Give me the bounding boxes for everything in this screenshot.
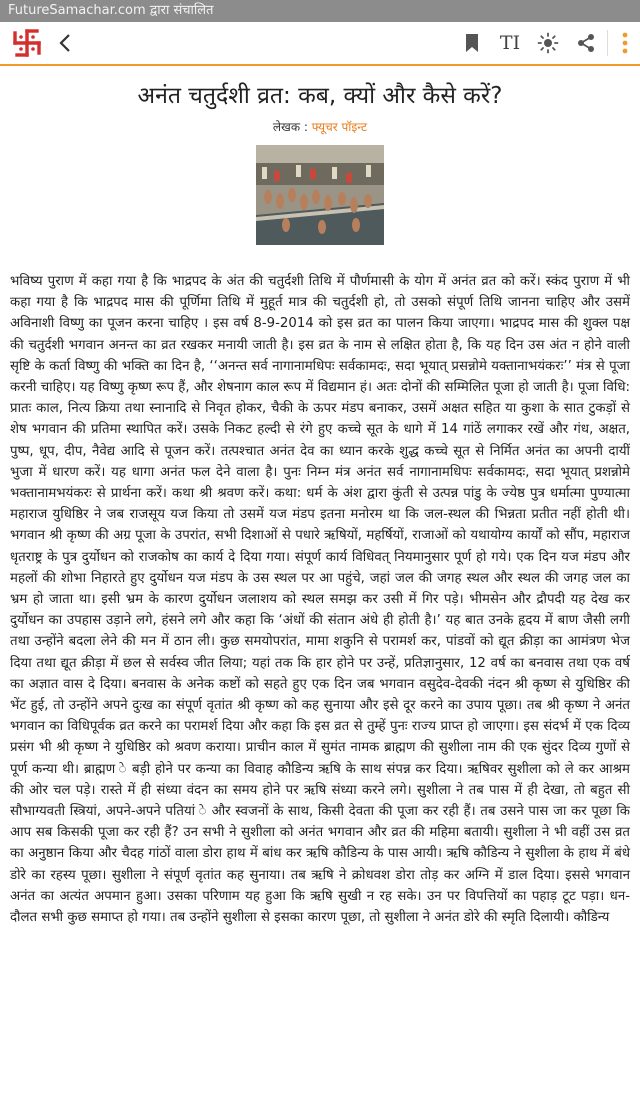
bookmark-icon[interactable] xyxy=(453,22,491,64)
toolbar-divider xyxy=(607,30,608,56)
article-body: भविष्य पुराण में कहा गया है कि भाद्रपद के अंत की चतुर्दशी तिथि में पौर्णमासी के योग में अनंत व्रत को करें। स्कंद पुराण में भी कहा गया है कि भाद्रपद मास की पूर्णिमा तिथि में मुहूर्त मात्र की चतुर्दशी हो, तो उसको संपूर्ण तिथि जानना चाहिए और उसमें अविनाशी विष्णु का पूजन करना चाहिए । इस वर्ष 8-9-2014 को इस व्रत का पालन किया जाएगा। भाद्रपद मास की शुक्ल पक्ष की चतुर्दशी भगवान अनन्त का व्रत रखकर मनायी जाती है। इस व्रत के नाम से लक्षित होता है, कि यह दिन उस अंत न होने वाली सृष्टि के कर्ता विष्णु की भक्ति का दिन है, ‘‘अनन्त सर्व नागानामधिपः सर्वकामदः, सदा भूयात् प्रसन्नोमे यक्तानाभयंकरः’’ मंत्र से पूजा करनी चाहिए। यह विष्णु कृष्ण रूप हैं, और शेषनाग काल रूप में विद्यमान हं। अतः दोनों की सम्मिलित पूजा हो जाती है। पूजा विधि: प्रातः काल, नित्य क्रिया तथा स्नानादि से निवृत होकर, चैकी के ऊपर मंडप बनाकर, उसमें अक्षत सहित या कुशा के सात टुकड़ों से शेष भगवान की प्रतिमा स्थापित करें। उसके निकट हल्दी से रंगे हुए कच्चे सूत के धागे में 14 गांठें लगाकर रखें और गंध, अक्षत, पुष्प, धूप, दीप, नैवेद्य आदि से पूजन करें। तत्पश्चात अनंत देव का ध्यान करके शुद्ध कच्चे सूत से निर्मित अनंत का अपनी दायीं भुजा में धारण करें। यह धागा अनंत फल देने वाला है। पुनः निम्न मंत्र अनंत सर्व नागानामधिपः सर्वकामदः, सदा भूयात् प्रशन्नोमे भक्तानामभयंकरः से प्रार्थना करें। कथा श्री श्रवण करें। कथा: धर्म के अंश द्वारा कुंती से उत्पन्न पांडु के ज्येष्ठ पुत्र धर्मात्मा पुण्यात्मा महाराज युधिष्ठिर ने जब राजसूय यज किया तो उसमें यज मंडप इतना मनोरम था कि जल-स्थल की भिन्नता प्रतीत नहीं होती थी। भगवान श्री कृष्ण की अग्र पूजा के उपरांत, सभी दिशाओं से पधारे ऋषियों, महर्षियों, राजाओं को यथायोग्य कार्यों को सौंप, महाराज धृतराष्ट्र के पुत्र दुर्योधन को राजकोष का कार्य दे दिया गया। संपूर्ण कार्य विधिवत् नियमानुसार पूर्ण हो गये। एक दिन यज मंडप और महलों की शोभा निहारते हुए दुर्योधन यज मंडप के उस स्थल पर आ पहुंचे, जहां जल की जगह स्थल और स्थल की जगह जल का भ्रम हो जाता था। इसी भ्रम के कारण दुर्योधन जलाशय को स्थल समझ कर उसी में गिर पड़े। भीमसेन और द्रौपदी यह देख कर दुर्योधन का उपहास उड़ाने लगे, हंसने लगे और कहा कि ‘अंधों की संतान अंधे ही होती है।’ यह बात उनके हृदय में बाण जैसी लगी तथा उन्होंने बदला लेने की मन में ठान ली। कुछ समयोपरांत, मामा शकुनि से परामर्श कर, पांडवों को द्यूत क्रीड़ा का आमंत्रण भेज दिया तथा द्यूत क्रीड़ा में छल से सर्वस्व जीत लिया; यहां तक कि हार होने पर उन्हें, प्रतिज्ञानुसार, 12 वर्ष का बनवास तथा एक वर्ष का अज्ञात वास दे दिया। बनवास के अनेक कष्टों को सहते हुए एक दिन जब भगवान वसुदेव-देवकी नंदन श्री कृष्ण से युधिष्ठिर की भेंट हुई, तो उन्होंने अपने दुःख का संपूर्ण वृतांत श्री कृष्ण को कह सुनाया और इसे दूर करने का उपाय पूछा। तब श्री कृष्ण ने अनंत भगवान का विधिपूर्वक व्रत करने का परामर्श दिया और कहा कि इस व्रत से तुम्हें पुनः राज्य प्राप्त हो जाएगा। इस संदर्भ में एक दिव्य प्रसंग भी श्री कृष्ण ने युधिष्ठिर को श्रवण कराया। प्राचीन काल में सुमंत नामक ब्राह्मण की सुशीला नाम की एक सुंदर दिव्य गुणों से पूर्ण कन्या थी। ब्राह्मण े बड़ी होने पर कन्या का विवाह कौडिन्य ऋषि के साथ संपन्न कर दिया। ऋषिवर सुशीला को ले कर आश्रम की ओर चल पड़े। रास्ते में ही संध्या वंदन का समय होने पर ऋषि संध्या करने लगे। सुशीला ने तब पास में ही देखा, तो बहुत सी सौभाग्यवती स्त्रियां, अपने-अपने पतियां े और स्वजनों के साथ, किसी देवता की पूजा कर रही हैं। तब उसने पास जा कर पूछा कि आप सब किसकी पूजा कर रही हैं? उन सभी ने सुशीला को अनंत भगवान और व्रत की महिमा बतायी। सुशीला ने भी वहीं उस व्रत का अनुष्ठान किया और चैदह गांठों वाला डोरा हाथ में बांध कर ऋषि कौडिन्य के पास आयी। ऋषि कौडिन्य ने सुशीला के हाथ में बंधे डोरे का रहस्य पूछा। सुशीला ने संपूर्ण वृतांत कह सुनाया। तब ऋषि ने क्रोधवश डोरा तोड़ कर अग्नि में डाल दिया। इससे भगवान अनंत का अत्यंत अपमान हुआ। उसका परिणाम यह हुआ कि ऋषि सुखी न रह सके। उन पर विपत्तियों का पहाड़ टूट पड़ा। धन-दौलत सभी कुछ समाप्त हो गया। तब उन्होंने सुशीला से इसका कारण पूछा, तो सुशीला ने अनंत डोरे की स्मृति दिलायी। कौडिन्य xyxy=(10,274,631,926)
byline xyxy=(10,118,630,135)
text-size-label: TI xyxy=(499,32,521,54)
more-vertical-icon[interactable] xyxy=(610,22,640,64)
swastika-logo-icon[interactable] xyxy=(10,26,44,60)
article xyxy=(0,78,640,928)
brightness-icon[interactable] xyxy=(529,22,567,64)
byline-label: लेखक : xyxy=(272,120,312,134)
article-photo xyxy=(256,145,384,245)
status-bar xyxy=(0,0,640,22)
text-size-icon[interactable] xyxy=(491,22,529,64)
toolbar-actions xyxy=(453,22,640,64)
chevron-left-icon[interactable] xyxy=(52,26,78,60)
app-toolbar xyxy=(0,22,640,66)
status-bar-text: FutureSamachar.com द्वारा संचालित xyxy=(8,3,214,18)
author-link[interactable]: फ्यूचर पॉइन्ट xyxy=(311,120,368,134)
article-title: अनंत चतुर्दशी व्रत: कब, क्यों और कैसे करें? xyxy=(137,83,503,109)
share-icon[interactable] xyxy=(567,22,605,64)
